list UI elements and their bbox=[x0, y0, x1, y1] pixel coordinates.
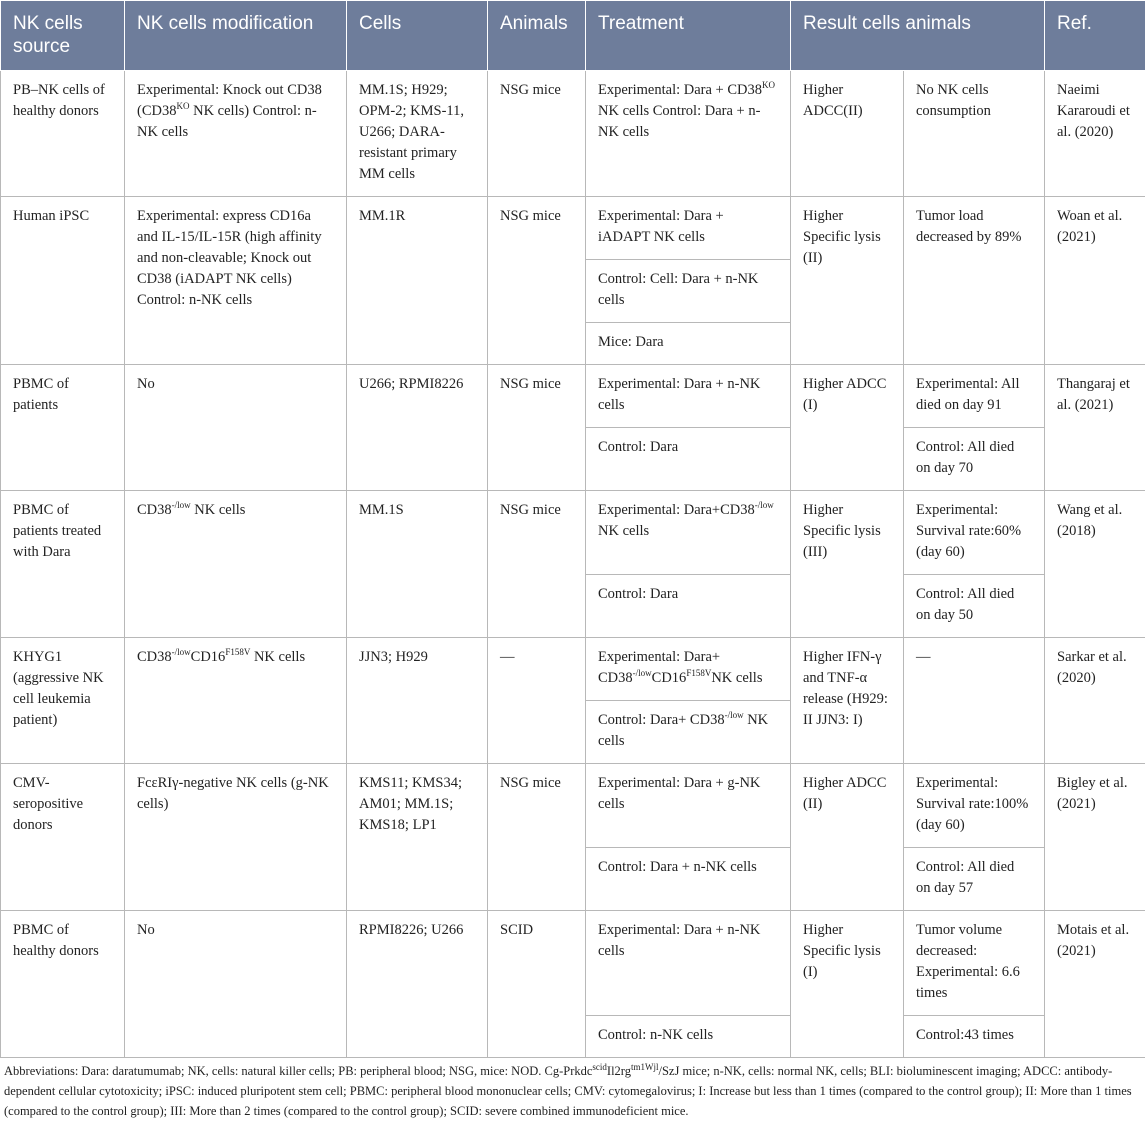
cell-result-animals: — bbox=[904, 638, 1045, 764]
cell-result-animals: No NK cells consumption bbox=[904, 71, 1045, 197]
cell-modification: Experimental: Knock out CD38 ($CD38^{KO}$ NK cells) Control: n-NK cells bbox=[125, 71, 347, 197]
cell-cells: JJN3; H929 bbox=[347, 638, 488, 764]
cell-treatment: Control: Dara bbox=[586, 428, 791, 491]
cell-cells: MM.1R bbox=[347, 197, 488, 365]
abbreviations-footnote: Abbreviations: Dara: daratumumab; NK, cells: natural killer cells; PB: peripheral blood; NSG, mice: NOD. $Cg-Prkdc^{scid}Il2rg^{tm1Wjl}$/SzJ mice; n-NK, cells: normal NK, cells; BLI: bioluminescent imaging; ADCC: antibody-dependent cellular cytotoxicity; iPSC: induced pluripotent stem cell; PBMC: peripheral blood mononuclear cells; CMV: cytomegalovirus; I: Increase but less than 1 times (compared to the control group); II: More than 1 times (compared to the control group); III: More than 2 times (compared to the control group); SCID: severe combined immunodeficient mice. bbox=[0, 1058, 1145, 1121]
cell-animals: NSG mice bbox=[488, 365, 586, 491]
cell-animals: NSG mice bbox=[488, 491, 586, 638]
cell-ref: Bigley et al. (2021) bbox=[1045, 764, 1145, 911]
cell-result-cells: Higher Specific lysis (II) bbox=[791, 197, 904, 365]
cell-ref: Woan et al. (2021) bbox=[1045, 197, 1145, 365]
cell-treatment: Control: Dara + n-NK cells bbox=[586, 848, 791, 911]
cell-treatment: Control: Cell: Dara + n-NK cells bbox=[586, 260, 791, 323]
cell-treatment: Control: n-NK cells bbox=[586, 1016, 791, 1058]
cell-result-animals: Control: All died on day 50 bbox=[904, 575, 1045, 638]
header-animals: Animals bbox=[488, 1, 586, 71]
cell-cells: MM.1S bbox=[347, 491, 488, 638]
cell-modification: No bbox=[125, 365, 347, 491]
header-treatment: Treatment bbox=[586, 1, 791, 71]
header-row bbox=[1, 1, 1145, 71]
cell-source: PBMC of patients bbox=[1, 365, 125, 491]
cell-result-animals: Experimental: Survival rate:60% (day 60) bbox=[904, 491, 1045, 575]
cell-ref: Naeimi Kararoudi et al. (2020) bbox=[1045, 71, 1145, 197]
cell-result-cells: Higher ADCC (I) bbox=[791, 365, 904, 491]
cell-cells: KMS11; KMS34; AM01; MM.1S; KMS18; LP1 bbox=[347, 764, 488, 911]
cell-treatment: Experimental: Dara+ $CD38^{-/low}CD16^{F158V}NK$ cells bbox=[586, 638, 791, 701]
table-row bbox=[1, 638, 1145, 701]
cell-modification: No bbox=[125, 911, 347, 1058]
cell-treatment: Experimental: Dara + $CD38^{KO}$ NK cells Control: Dara + n-NK cells bbox=[586, 71, 791, 197]
cell-treatment: Experimental: $Dara+CD38^{-/low}$ NK cells bbox=[586, 491, 791, 575]
cell-modification: FcεRIγ-negative NK cells (g-NK cells) bbox=[125, 764, 347, 911]
cell-ref: Sarkar et al. (2020) bbox=[1045, 638, 1145, 764]
header-modification: NK cells modification bbox=[125, 1, 347, 71]
cell-treatment: Experimental: Dara + n-NK cells bbox=[586, 365, 791, 428]
header-result: Result cells animals bbox=[791, 1, 1045, 71]
cell-result-animals: Tumor load decreased by 89% bbox=[904, 197, 1045, 365]
cell-animals: NSG mice bbox=[488, 197, 586, 365]
cell-result-animals: Experimental: All died on day 91 bbox=[904, 365, 1045, 428]
table-row bbox=[1, 365, 1145, 428]
cell-result-cells: Higher Specific lysis (III) bbox=[791, 491, 904, 638]
cell-ref: Thangaraj et al. (2021) bbox=[1045, 365, 1145, 491]
cell-treatment: Experimental: Dara + g-NK cells bbox=[586, 764, 791, 848]
cell-ref: Motais et al. (2021) bbox=[1045, 911, 1145, 1058]
cell-treatment: Mice: Dara bbox=[586, 323, 791, 365]
table-row bbox=[1, 491, 1145, 575]
cell-animals: NSG mice bbox=[488, 71, 586, 197]
cell-animals: NSG mice bbox=[488, 764, 586, 911]
cell-result-animals: Control:43 times bbox=[904, 1016, 1045, 1058]
table-row bbox=[1, 911, 1145, 1016]
cell-animals: — bbox=[488, 638, 586, 764]
cell-result-animals: Tumor volume decreased: Experimental: 6.6 times bbox=[904, 911, 1045, 1016]
cell-source: CMV-seropositive donors bbox=[1, 764, 125, 911]
header-ref: Ref. bbox=[1045, 1, 1145, 71]
cell-source: PBMC of patients treated with Dara bbox=[1, 491, 125, 638]
cell-result-animals: Experimental: Survival rate:100% (day 60) bbox=[904, 764, 1045, 848]
table-row bbox=[1, 71, 1145, 197]
table-row bbox=[1, 197, 1145, 260]
cell-source: PB–NK cells of healthy donors bbox=[1, 71, 125, 197]
cell-result-cells: Higher Specific lysis (I) bbox=[791, 911, 904, 1058]
cell-cells: RPMI8226; U266 bbox=[347, 911, 488, 1058]
cell-treatment: Experimental: Dara + n-NK cells bbox=[586, 911, 791, 1016]
cell-result-animals: Control: All died on day 57 bbox=[904, 848, 1045, 911]
header-source: NK cells source bbox=[1, 1, 125, 71]
header-cells: Cells bbox=[347, 1, 488, 71]
cell-modification: $CD38^{-/low}$ NK cells bbox=[125, 491, 347, 638]
cell-treatment: Control: Dara bbox=[586, 575, 791, 638]
table-row bbox=[1, 764, 1145, 848]
cell-result-cells: Higher IFN-γ and TNF-α release (H929: II JJN3: I) bbox=[791, 638, 904, 764]
cell-source: Human iPSC bbox=[1, 197, 125, 365]
cell-animals: SCID bbox=[488, 911, 586, 1058]
cell-modification: Experimental: express CD16a and IL-15/IL-15R (high affinity and non-cleavable; Knock out CD38 (iADAPT NK cells) Control: n-NK cells bbox=[125, 197, 347, 365]
cell-result-cells: Higher ADCC(II) bbox=[791, 71, 904, 197]
cell-source: KHYG1 (aggressive NK cell leukemia patient) bbox=[1, 638, 125, 764]
cell-ref: Wang et al. (2018) bbox=[1045, 491, 1145, 638]
cell-result-cells: Higher ADCC (II) bbox=[791, 764, 904, 911]
cell-cells: MM.1S; H929; OPM-2; KMS-11, U266; DARA-resistant primary MM cells bbox=[347, 71, 488, 197]
cell-treatment: Experimental: Dara + iADAPT NK cells bbox=[586, 197, 791, 260]
cell-cells: U266; RPMI8226 bbox=[347, 365, 488, 491]
cell-result-animals: Control: All died on day 70 bbox=[904, 428, 1045, 491]
cell-treatment: Control: Dara+ $CD38^{-/low}$ NK cells bbox=[586, 701, 791, 764]
cell-modification: $CD38^{-/low}CD16^{F158V}$ NK cells bbox=[125, 638, 347, 764]
cell-source: PBMC of healthy donors bbox=[1, 911, 125, 1058]
